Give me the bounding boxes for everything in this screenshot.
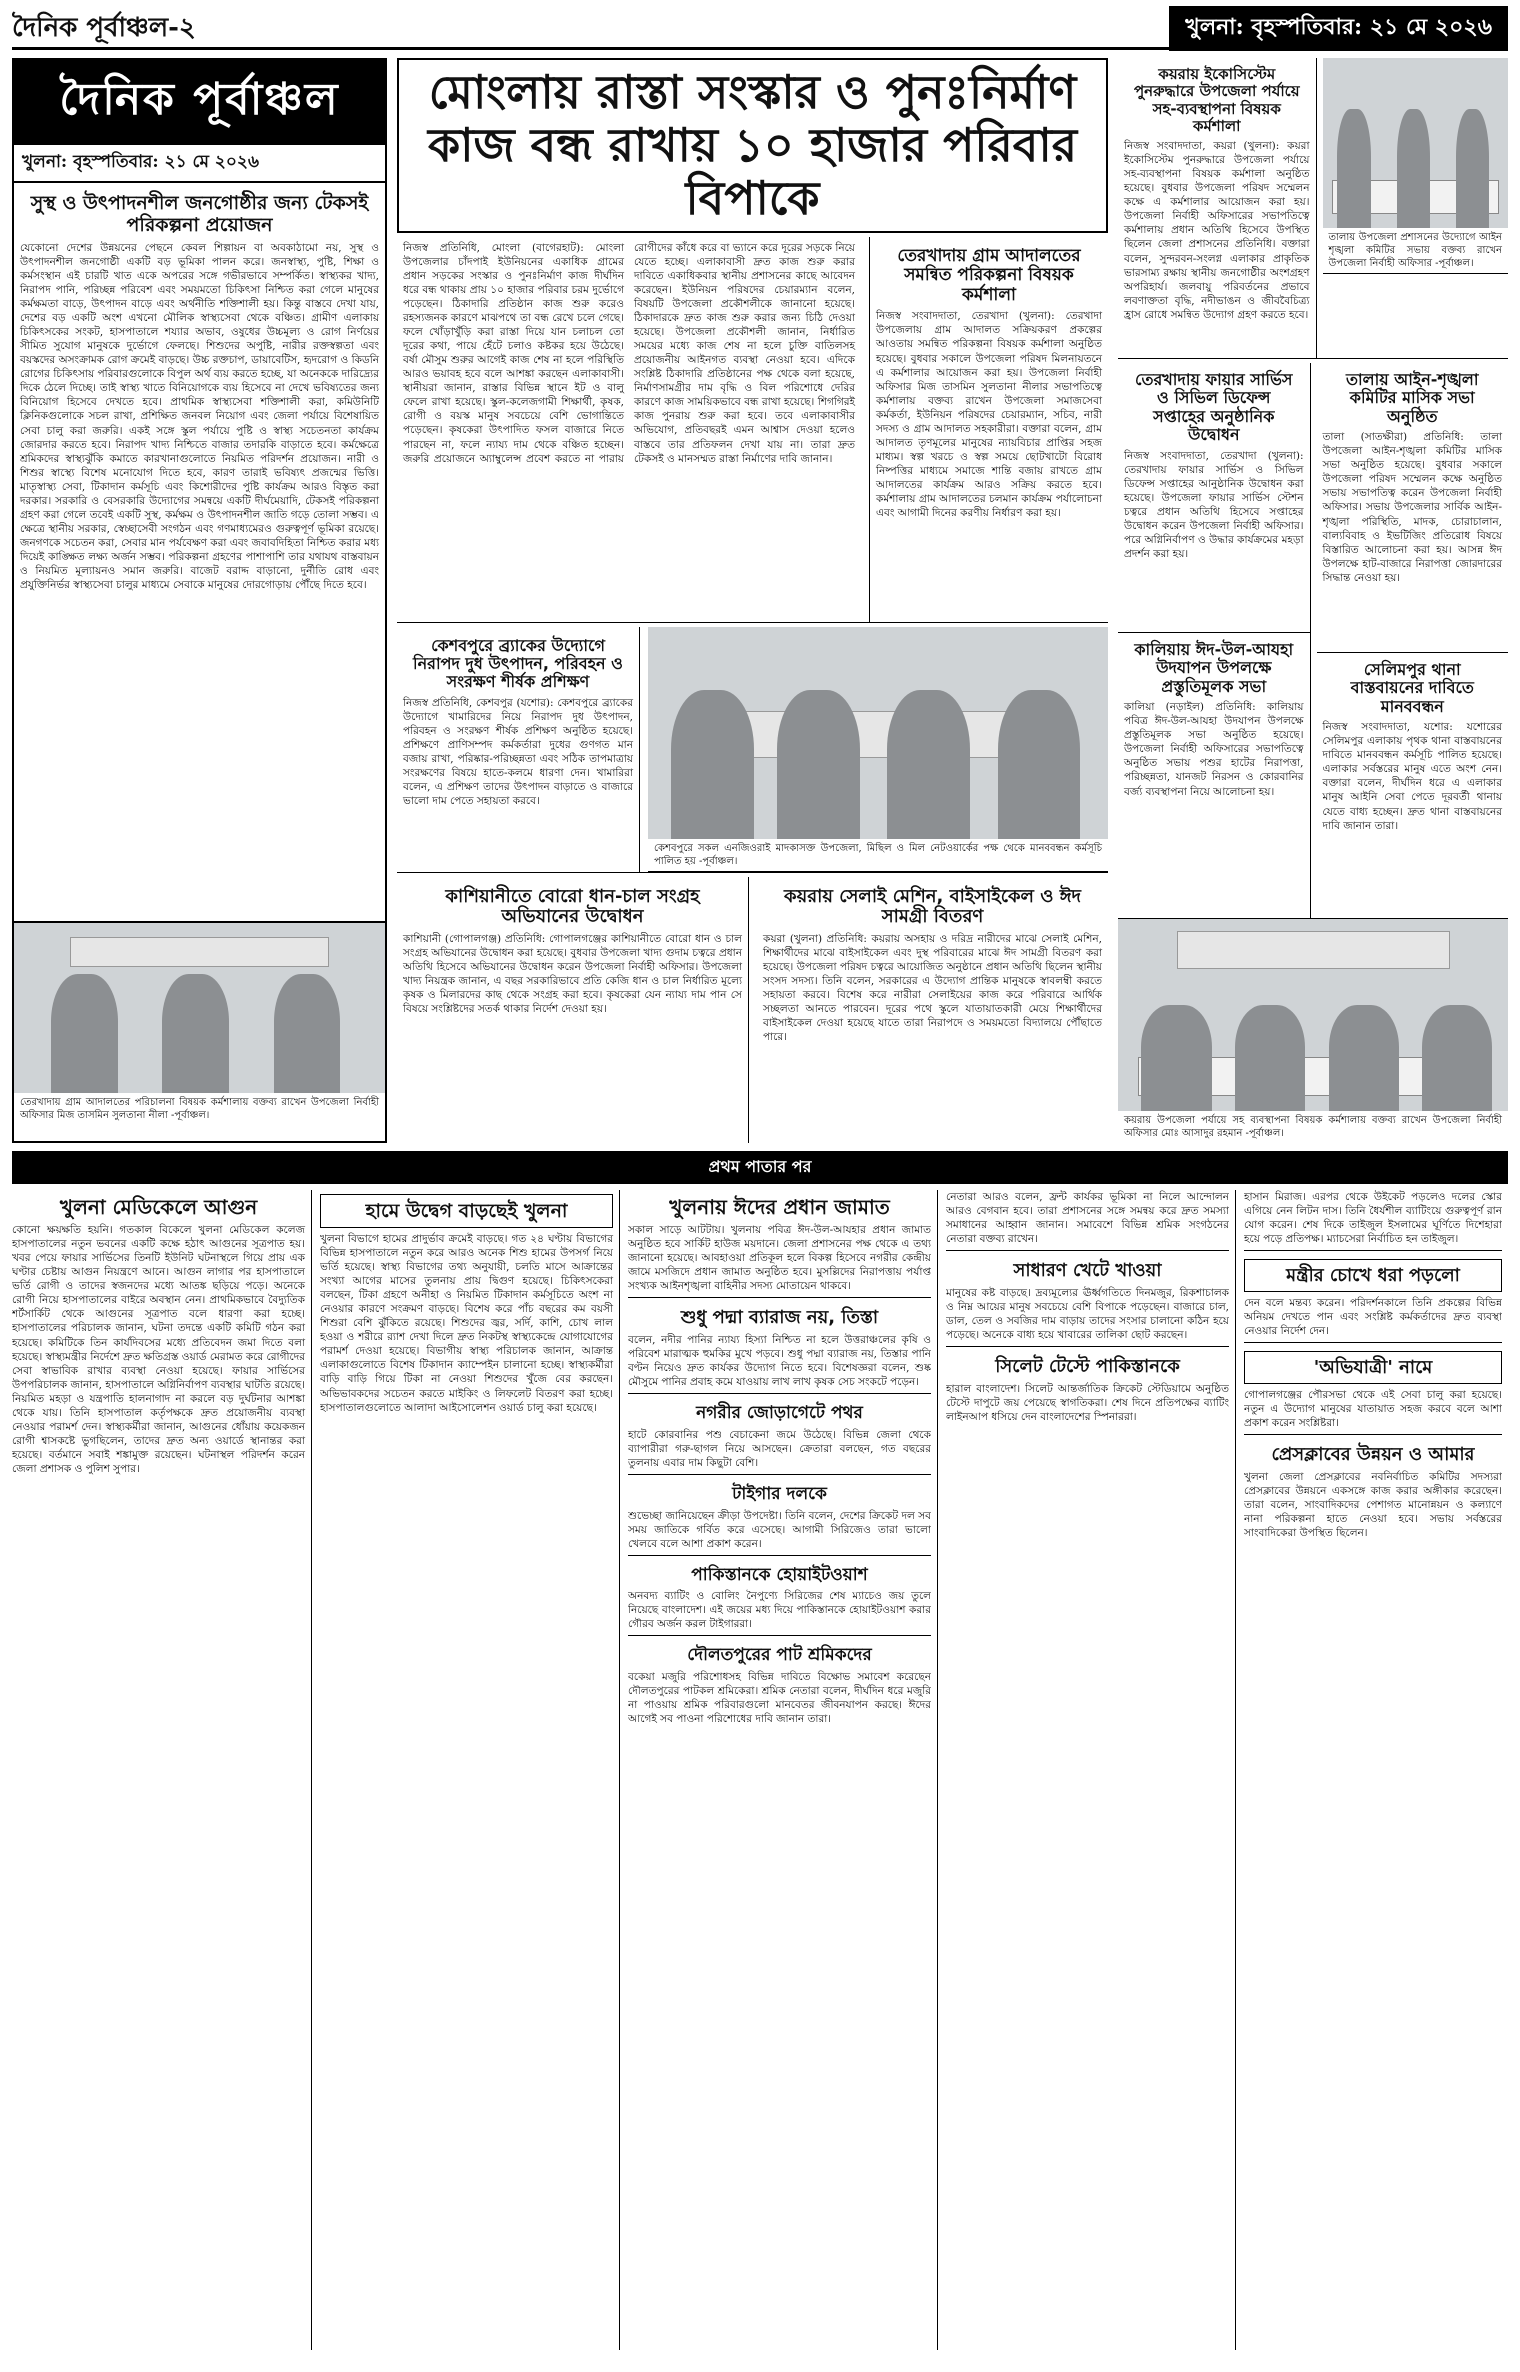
tiger-story <box>628 1479 931 1556</box>
kashiani-story <box>397 877 749 1143</box>
koyra-ecosystem-headline: কয়রায় ইকোসিস্টেম পুনরুদ্ধারে উপজেলা পর্যায়ে সহ-ব্যবস্থাপনা বিষয়ক কর্মশালা <box>1133 65 1300 135</box>
jute-headline: দৌলতপুরের পাট শ্রমিকদের <box>687 1645 872 1666</box>
jora-gate-headline: নগরীর জোড়াগেটে পথর <box>696 1403 863 1424</box>
lead-body: নিজস্ব প্রতিনিধি, মোংলা (বাগেরহাট): মোংলা উপজেলার চাঁদপাই ইউনিয়নের একাধিক গ্রামের প্রধান সড়কের সংস্কার ও পুনঃনির্মাণ কাজ দীর্ঘদিন ধরে বন্ধ থাকায় প্রায় ১০ হাজার পরিবার চরম দুর্ভোগে পড়েছেন। ঠিকাদারি প্রতিষ্ঠান কাজ শুরু করেও রহস্যজনক কারণে মাঝপথে তা বন্ধ রেখে চলে গেছে। ফলে খোঁড়াখুঁড়ি করা রাস্তা দিয়ে যান চলাচল তো দূরের কথা, পায়ে হেঁটে চলাও কষ্টকর হয়ে উঠেছে। বর্ষা মৌসুম শুরুর আগেই কাজ শেষ না হলে পরিস্থিতি আরও ভয়াবহ হবে বলে আশঙ্কা করছেন এলাকাবাসী। স্থানীয়রা জানান, রাস্তার বিভিন্ন স্থানে ইট ও বালু ফেলে রাখা হয়েছে। স্কুল-কলেজগামী শিক্ষার্থী, কৃষক, রোগী ও বয়স্ক মানুষ সবচেয়ে বেশি ভোগান্তিতে পড়েছেন। কৃষকেরা উৎপাদিত ফসল বাজারে নিতে পারছেন না, ফলে ন্যায্য দাম থেকে বঞ্চিত হচ্ছেন। জরুরি প্রয়োজনে অ্যাম্বুলেন্স প্রবেশ করতে না পারায় রোগীদের কাঁধে করে বা ভ্যানে করে দূরের সড়কে নিয়ে যেতে হচ্ছে। এলাকাবাসী দ্রুত কাজ শুরু করার দাবিতে একাধিকবার স্থানীয় প্রশাসনের কাছে আবেদন করেছেন। ইউনিয়ন পরিষদের চেয়ারম্যান বলেন, বিষয়টি উপজেলা প্রকৌশলীকে জানানো হয়েছে। ঠিকাদারকে দ্রুত কাজ শুরু করার জন্য চিঠি দেওয়া হয়েছে। উপজেলা প্রকৌশলী জানান, নির্ধারিত সময়ের মধ্যে কাজ শেষ না হলে চুক্তি বাতিলসহ প্রয়োজনীয় আইনগত ব্যবস্থা নেওয়া হবে। এদিকে সংশ্লিষ্ট ঠিকাদারি প্রতিষ্ঠানের পক্ষ থেকে বলা হয়েছে, নির্মাণসামগ্রীর দাম বৃদ্ধি ও বিল পরিশোধে দেরির কারণে কাজ সাময়িকভাবে বন্ধ রাখা হয়েছে। শিগগিরই কাজ পুনরায় শুরু করা হবে। তবে এলাকাবাসীর অভিযোগ, প্রতিবছরই এমন আশ্বাস দেওয়া হলেও বাস্তবে তার প্রতিফলন দেখা যায় না। তারা দ্রুত টেকসই ও মানসম্মত রাস্তা নির্মাণের দাবি জানান। <box>403 241 855 465</box>
jute-story <box>628 1640 931 1730</box>
kashiani-body: কাশিয়ানী (গোপালগঞ্জ) প্রতিনিধি: গোপালগঞ্জের কাশিয়ানীতে বোরো ধান ও চাল সংগ্রহ অভিযানের উদ্বোধন করা হয়েছে। বুধবার উপজেলা খাদ্য গুদাম চত্বরে প্রধান অতিথি হিসেবে অভিযানের উদ্বোধন করেন উপজেলা নির্বাহী অফিসার। উপজেলা খাদ্য নিয়ন্ত্রক জানান, এ বছর সরকারিভাবে প্রতি কেজি ধান ও চাল নির্ধারিত মূল্যে কৃষক ও মিলারদের কাছ থেকে সংগ্রহ করা হবে। কৃষকেরা যেন ন্যায্য দাম পান সে বিষয়ে সংশ্লিষ্টদের সতর্ক থাকার নির্দেশ দেওয়া হয়। <box>403 933 742 1016</box>
front-continuation <box>946 1190 1229 1251</box>
jute-body: বকেয়া মজুরি পরিশোধসহ বিভিন্ন দাবিতে বিক্ষোভ সমাবেশ করেছেন দৌলতপুরের পাটকল শ্রমিকেরা। শ্রমিক নেতারা বলেন, দীর্ঘদিন ধরে মজুরি না পাওয়ায় শ্রমিক পরিবারগুলো মানবেতর জীবনযাপন করছে। ঈদের আগেই সব পাওনা পরিশোধের দাবি জানান তারা। <box>628 1671 931 1726</box>
lead-story <box>397 237 861 622</box>
left-column <box>12 58 387 1143</box>
bottom-section <box>12 1190 1508 2350</box>
lead-photo-caption: কেশবপুরে সকল এনজিওরাই মাদকাসক্ত উপজেলা, মিছিল ও মিল নেটওয়ার্কের পক্ষ থেকে মানববন্ধন কর্মসূচি পালিত হয় -পূর্বাঞ্চল। <box>648 839 1108 872</box>
measles-headline: হামে উদ্বেগ বাড়ছেই খুলনা <box>320 1194 613 1228</box>
koyra-sewing-headline: কয়রায় সেলাই মেশিন, বাইসাইকেল ও ঈদ সামগ্রী বিতরণ <box>784 885 1081 928</box>
selimpur-story <box>1317 653 1509 918</box>
left-photo <box>14 923 385 1093</box>
terokhada-headline: তেরখাদায় গ্রাম আদালতের সমন্বিত পরিকল্পনা বিষয়ক কর্মশালা <box>897 245 1081 305</box>
tiger-body: শুভেচ্ছা জানিয়েছেন ক্রীড়া উপদেষ্টা। তিনি বলেন, দেশের ক্রিকেট দল সব সময় জাতিকে গর্বিত করে এসেছে। আগামী সিরিজেও তারা ভালো খেলবে বলে আশা প্রকাশ করেন। <box>628 1509 931 1550</box>
kashiani-headline: কাশিয়ানীতে বোরো ধান-চাল সংগ্রহ অভিযানের উদ্বোধন <box>445 885 700 928</box>
selimpur-body: নিজস্ব সংবাদদাতা, যশোর: যশোরের সেলিমপুর এলাকায় পৃথক থানা বাস্তবায়নের দাবিতে মানববন্ধন কর্মসূচি পালিত হয়েছে। এলাকার সর্বস্তরের মানুষ এতে অংশ নেন। বক্তারা বলেন, দীর্ঘদিন ধরে এ এলাকার মানুষ আইনি সেবা পেতে দূরবর্তী থানায় যেতে বাধ্য হচ্ছেন। দ্রুত থানা বাস্তবায়নের দাবি জানান তারা। <box>1322 721 1502 832</box>
kalia-headline: কালিয়ায় ঈদ-উল-আযহা উদযাপন উপলক্ষে প্রস্তুতিমূলক সভা <box>1134 640 1294 696</box>
whitewash-body: অনবদ্য ব্যাটিং ও বোলিং নৈপুণ্যে সিরিজের শেষ ম্যাচেও জয় তুলে নিয়েছে বাংলাদেশ। এই জয়ের মধ্য দিয়ে পাকিস্তানকে হোয়াইটওয়াশ করার গৌরব অর্জন করল টাইগাররা। <box>628 1590 931 1631</box>
bottom-col-5 <box>1244 1190 1508 2350</box>
miraz-body: হাসান মিরাজ। এরপর থেকে উইকেট পড়লেও দলের স্কোর এগিয়ে নেন লিটন দাস। তিনি ধৈর্যশীল ব্যাটিংয়ে গুরুত্বপূর্ণ রান যোগ করেন। শেষ দিকে তাইজুল ইসলামের ঘূর্ণিতে দিশেহারা হয়ে পড়ে প্রতিপক্ষ। ম্যাচসেরা নির্বাচিত হন তাইজুল। <box>1244 1191 1502 1246</box>
lead-photo <box>648 627 1108 839</box>
whitewash-story <box>628 1560 931 1637</box>
selimpur-headline: সেলিমপুর থানা বাস্তবায়নের দাবিতে মানববন্ধন <box>1350 660 1474 716</box>
pressclub-story <box>1244 1439 1502 1544</box>
right-column <box>1118 58 1508 1143</box>
tiger-headline: টাইগার দলকে <box>732 1483 827 1504</box>
workers-body: মানুষের কষ্ট বাড়ছে। দ্রব্যমূল্যের ঊর্ধ্বগতিতে দিনমজুর, রিকশাচালক ও নিম্ন আয়ের মানুষ সবচেয়ে বেশি বিপাকে পড়েছেন। বাজারে চাল, ডাল, তেল ও সবজির দাম বাড়ায় তাদের সংসার চালানো কঠিন হয়ে পড়েছে। অনেকে বাধ্য হয়ে খাবারের তালিকা ছোট করছেন। <box>946 1286 1229 1342</box>
eid-jamat-headline: খুলনায় ঈদের প্রধান জামাত <box>669 1195 890 1219</box>
minister-story <box>1244 1255 1502 1343</box>
minister-body: দেন বলে মন্তব্য করেন। পরিদর্শনকালে তিনি প্রকল্পের বিভিন্ন অনিয়ম দেখতে পান এবং সংশ্লিষ্ট কর্মকর্তাদের দ্রুত ব্যবস্থা নেওয়ার নির্দেশ দেন। <box>1244 1296 1502 1338</box>
eid-jamat-story <box>628 1190 931 1298</box>
bottom-col-2 <box>320 1190 620 2350</box>
tala-law-headline: তালায় আইন-শৃঙ্খলা কমিটির মাসিক সভা অনুষ্ঠিত <box>1346 370 1479 426</box>
editorial-body: যেকোনো দেশের উন্নয়নের পেছনে কেবল শিল্পায়ন বা অবকাঠামো নয়, সুস্থ ও উৎপাদনশীল জনগোষ্ঠী একটি বড় ভূমিকা পালন করে। জনস্বাস্থ্য, পুষ্টি, শিক্ষা ও কর্মসংস্থান এই চারটি খাত একে অপরের সঙ্গে গভীরভাবে সম্পর্কিত। স্বাস্থ্যকর খাদ্য, নিরাপদ পানি, পরিচ্ছন্ন পরিবেশ এবং সময়মতো চিকিৎসা নিশ্চিত করা গেলে মানুষের কর্মক্ষমতা বাড়ে, উৎপাদন বাড়ে এবং অর্থনীতি শক্তিশালী হয়। কিন্তু বাস্তবে দেখা যায়, দেশের বড় একটি অংশ এখনো মৌলিক স্বাস্থ্যসেবা থেকে বঞ্চিত। গ্রামীণ এলাকায় চিকিৎসকের সংকট, হাসপাতালে শয্যার অভাব, ওষুধের উচ্চমূল্য ও রোগ নির্ণয়ের সীমিত সুযোগ মানুষকে দুর্ভোগে ফেলছে। শিশুদের অপুষ্টি, নারীর রক্তস্বল্পতা এবং বয়স্কদের অসংক্রামক রোগ ক্রমেই বাড়ছে। উচ্চ রক্তচাপ, ডায়াবেটিস, হৃদরোগ ও কিডনি রোগের চিকিৎসায় পরিবারগুলোকে বিপুল অর্থ ব্যয় করতে হচ্ছে, যা অনেককে দারিদ্র্যের দিকে ঠেলে দিচ্ছে। তাই স্বাস্থ্য খাতে বিনিয়োগকে ব্যয় হিসেবে না দেখে ভবিষ্যতের জন্য বিনিয়োগ হিসেবে দেখতে হবে। প্রাথমিক স্বাস্থ্যসেবা শক্তিশালী করা, কমিউনিটি ক্লিনিকগুলোকে সচল রাখা, প্রশিক্ষিত জনবল নিয়োগ এবং জেলা পর্যায়ে বিশেষায়িত সেবা চালু করা জরুরি। একই সঙ্গে স্কুল পর্যায়ে পুষ্টি ও স্বাস্থ্য সচেতনতা কার্যক্রম জোরদার করতে হবে। নিরাপদ খাদ্য নিশ্চিতে বাজার তদারকি বাড়াতে হবে। কর্মক্ষেত্রে শ্রমিকদের স্বাস্থ্যঝুঁকি কমাতে কারখানাগুলোতে নিয়মিত পরিদর্শন প্রয়োজন। নারী ও শিশুর স্বাস্থ্যে বিশেষ মনোযোগ দিতে হবে, কারণ তারাই ভবিষ্যৎ প্রজন্মের ভিত্তি। মাতৃস্বাস্থ্য সেবা, টিকাদান কর্মসূচি এবং কিশোরীদের পুষ্টি কার্যক্রম আরও বিস্তৃত করা দরকার। সরকারি ও বেসরকারি উদ্যোগের সমন্বয়ে একটি দীর্ঘমেয়াদি, টেকসই পরিকল্পনা গ্রহণ করা গেলে তবেই একটি সুস্থ, কর্মক্ষম ও উৎপাদনশীল জাতি গড়ে তোলা সম্ভব। এ ক্ষেত্রে স্থানীয় সরকার, স্বেচ্ছাসেবী সংগঠন এবং গণমাধ্যমেরও গুরুত্বপূর্ণ ভূমিকা রয়েছে। জনগণকে সচেতন করা, সেবার মান পর্যবেক্ষণ করা এবং জবাবদিহিতা নিশ্চিত করার মধ্য দিয়েই কাঙ্ক্ষিত লক্ষ্য অর্জন সম্ভব। পরিকল্পনা গ্রহণের পাশাপাশি তার যথাযথ বাস্তবায়ন ও নিয়মিত মূল্যায়নও সমান জরুরি। বাজেট বরাদ্দ বাড়ানো, দুর্নীতি রোধ এবং প্রযুক্তিনির্ভর স্বাস্থ্যসেবা চালুর মাধ্যমে সেবাকে মানুষের দোরগোড়ায় পৌঁছে দিতে হবে। <box>20 241 379 592</box>
koyra-photo-block <box>1118 918 1508 1143</box>
measles-body: খুলনা বিভাগে হামের প্রাদুর্ভাব ক্রমেই বাড়ছে। গত ২৪ ঘণ্টায় বিভাগের বিভিন্ন হাসপাতালে নতুন করে আরও অনেক শিশু হামের উপসর্গ নিয়ে ভর্তি হয়েছে। স্বাস্থ্য বিভাগের তথ্য অনুযায়ী, চলতি মাসে আক্রান্তের সংখ্যা আগের মাসের তুলনায় প্রায় দ্বিগুণ হয়েছে। চিকিৎসকেরা বলছেন, টিকা গ্রহণে অনীহা ও নিয়মিত টিকাদান কর্মসূচিতে অংশ না নেওয়ার কারণে সংক্রমণ বাড়ছে। বিশেষ করে পাঁচ বছরের কম বয়সী শিশুরা বেশি ঝুঁকিতে রয়েছে। শিশুদের জ্বর, সর্দি, কাশি, চোখ লাল হওয়া ও শরীরে র‍্যাশ দেখা দিলে দ্রুত নিকটস্থ স্বাস্থ্যকেন্দ্রে যোগাযোগের পরামর্শ দেওয়া হয়েছে। বিভাগীয় স্বাস্থ্য পরিচালক জানান, আক্রান্ত এলাকাগুলোতে বিশেষ টিকাদান ক্যাম্পেইন চালানো হচ্ছে। স্বাস্থ্যকর্মীরা বাড়ি বাড়ি গিয়ে টিকা না নেওয়া শিশুদের খুঁজে বের করছেন। অভিভাবকদের সচেতন করতে মাইকিং ও লিফলেট বিতরণ করা হচ্ছে। হাসপাতালগুলোতে আলাদা আইসোলেশন ওয়ার্ড চালু করা হয়েছে। <box>320 1232 613 1414</box>
top-section <box>12 58 1508 1143</box>
koyra-sewing-story <box>757 877 1108 1143</box>
whitewash-headline: পাকিস্তানকে হোয়াইটওয়াশ <box>691 1564 868 1585</box>
terokhada-fire-story <box>1118 363 1310 633</box>
sylhet-test-body: হারাল বাংলাদেশ। সিলেট আন্তর্জাতিক ক্রিকেট স্টেডিয়ামে অনুষ্ঠিত টেস্টে দাপুটে জয় পেয়েছে স্বাগতিকরা। শেষ দিনে প্রতিপক্ষের ব্যাটিং লাইনআপ ধসিয়ে দেন বাংলাদেশের স্পিনাররা। <box>946 1382 1229 1423</box>
teesta-story <box>628 1302 931 1394</box>
khulna-medical-body: কোনো ক্ষয়ক্ষতি হয়নি। গতকাল বিকেলে খুলনা মেডিকেল কলেজ হাসপাতালের নতুন ভবনের একটি কক্ষে হঠাৎ আগুনের সূত্রপাত হয়। খবর পেয়ে ফায়ার সার্ভিসের তিনটি ইউনিট ঘটনাস্থলে গিয়ে প্রায় এক ঘণ্টার চেষ্টায় আগুন নিয়ন্ত্রণে আনে। আগুন লাগার পর হাসপাতালে ভর্তি রোগী ও তাদের স্বজনদের মধ্যে আতঙ্ক ছড়িয়ে পড়ে। অনেকে রোগী নিয়ে হাসপাতালের বাইরে অবস্থান নেন। প্রাথমিকভাবে বৈদ্যুতিক শর্টসার্কিট থেকে আগুনের সূত্রপাত বলে ধারণা করা হচ্ছে। হাসপাতালের পরিচালক জানান, ঘটনা তদন্তে একটি কমিটি গঠন করা হয়েছে। কমিটিকে তিন কার্যদিবসের মধ্যে প্রতিবেদন জমা দিতে বলা হয়েছে। স্বাস্থ্যমন্ত্রীর নির্দেশে দ্রুত ক্ষতিগ্রস্ত ওয়ার্ড মেরামত করে রোগীদের সেবা স্বাভাবিক রাখার ব্যবস্থা নেওয়া হয়েছে। ফায়ার সার্ভিসের উপপরিচালক জানান, হাসপাতালে অগ্নিনির্বাপণ ব্যবস্থার ঘাটতি রয়েছে। নিয়মিত মহড়া ও যন্ত্রপাতি হালনাগাদ না করলে বড় দুর্ঘটনার আশঙ্কা থেকে যায়। তিনি হাসপাতাল কর্তৃপক্ষকে দ্রুত প্রয়োজনীয় ব্যবস্থা নেওয়ার পরামর্শ দেন। স্বাস্থ্যকর্মীরা জানান, আগুনের ধোঁয়ায় কয়েকজন রোগী শ্বাসকষ্টে ভুগছিলেন, তাদের দ্রুত অন্য ওয়ার্ডে স্থানান্তর করা হয়েছে। বর্তমানে সবাই শঙ্কামুক্ত রয়েছেন। ঘটনাস্থল পরিদর্শন করেন জেলা প্রশাসক ও পুলিশ সুপার। <box>12 1224 305 1476</box>
jora-gate-story <box>628 1398 931 1475</box>
date-label: খুলনা: বৃহস্পতিবার: ২১ মে ২০২৬ <box>1169 6 1508 51</box>
bottom-col-4 <box>946 1190 1236 2350</box>
minister-headline: মন্ত্রীর চোখে ধরা পড়লো <box>1244 1259 1502 1292</box>
khulna-medical-headline: খুলনা মেডিকেলে আগুন <box>59 1195 258 1219</box>
bottom-col-1 <box>12 1190 312 2350</box>
terokhada-fire-body: নিজস্ব সংবাদদাতা, তেরখাদা (খুলনা): তেরখাদায় ফায়ার সার্ভিস ও সিভিল ডিফেন্স সপ্তাহের আনুষ্ঠানিক উদ্বোধন করা হয়েছে। উপজেলা ফায়ার সার্ভিস স্টেশন চত্বরে প্রধান অতিথি হিসেবে সপ্তাহের উদ্বোধন করেন উপজেলা নির্বাহী অফিসার। পরে অগ্নিনির্বাপণ ও উদ্ধার কার্যক্রমের মহড়া প্রদর্শন করা হয়। <box>1124 449 1304 560</box>
continuation-band: প্রথম পাতার পর <box>12 1151 1508 1184</box>
tala-law-story <box>1317 363 1509 653</box>
jora-gate-body: হাটে কোরবানির পশু বেচাকেনা জমে উঠেছে। বিভিন্ন জেলা থেকে ব্যাপারীরা গরু-ছাগল নিয়ে আসছেন। ক্রেতারা বলছেন, গত বছরের তুলনায় এবার দাম কিছুটা বেশি। <box>628 1428 931 1469</box>
terokhada-fire-headline: তেরখাদায় ফায়ার সার্ভিস ও সিভিল ডিফেন্স সপ্তাহের অনুষ্ঠানিক উদ্বোধন <box>1134 370 1293 445</box>
kesabpur-story <box>397 627 640 872</box>
lead-photo-block <box>648 627 1108 872</box>
masthead-logo: দৈনিক পূর্বাঞ্চল <box>14 60 385 145</box>
top-bar <box>12 10 1508 50</box>
lead-headline: মোংলায় রাস্তা সংস্কার ও পুনঃনির্মাণ কাজ বন্ধ রাখায় ১০ হাজার পরিবার বিপাকে <box>397 58 1108 233</box>
abhijatri-story <box>1244 1347 1502 1435</box>
tala-photo-block <box>1323 58 1509 358</box>
kalia-body: কালিয়া (নড়াইল) প্রতিনিধি: কালিয়ায় পবিত্র ঈদ-উল-আযহা উদযাপন উপলক্ষে প্রস্তুতিমূলক সভা অনুষ্ঠিত হয়েছে। উপজেলা নির্বাহী অফিসারের সভাপতিত্বে অনুষ্ঠিত সভায় পশুর হাটের নিরাপত্তা, পরিচ্ছন্নতা, যানজট নিরসন ও কোরবানির বর্জ্য ব্যবস্থাপনা নিয়ে আলোচনা হয়। <box>1124 701 1304 798</box>
miraz-continuation <box>1244 1190 1502 1251</box>
tala-law-body: তালা (সাতক্ষীরা) প্রতিনিধি: তালা উপজেলা আইন-শৃঙ্খলা কমিটির মাসিক সভা অনুষ্ঠিত হয়েছে। বুধবার সকালে উপজেলা পরিষদ সম্মেলন কক্ষে অনুষ্ঠিত সভায় সভাপতিত্ব করেন উপজেলা নির্বাহী অফিসার। সভায় উপজেলার সার্বিক আইন-শৃঙ্খলা পরিস্থিতি, মাদক, চোরাচালান, বাল্যবিবাহ ও ইভটিজিং প্রতিরোধ বিষয়ে বিস্তারিত আলোচনা করা হয়। আসন্ন ঈদ উপলক্ষে হাট-বাজারে নিরাপত্তা জোরদারের সিদ্ধান্ত নেওয়া হয়। <box>1322 431 1502 584</box>
koyra-photo <box>1118 919 1508 1111</box>
middle-column <box>397 58 1108 1143</box>
koyra-ecosystem-story <box>1118 58 1317 358</box>
editorial-headline: সুস্থ ও উৎপাদনশীল জনগোষ্ঠীর জন্য টেকসই পরিকল্পনা প্রয়োজন <box>30 192 369 236</box>
tala-photo-caption: তালায় উপজেলা প্রশাসনের উদ্যোগে আইন শৃঙ্খলা কমিটির সভায় বক্তব্য রাখেন উপজেলা নির্বাহী অফিসার -পূর্বাঞ্চল। <box>1323 228 1509 274</box>
kesabpur-body: নিজস্ব প্রতিনিধি, কেশবপুর (যশোর): কেশবপুরে ব্র্যাকের উদ্যোগে খামারিদের নিয়ে নিরাপদ দুধ উৎপাদন, পরিবহন ও সংরক্ষণ শীর্ষক প্রশিক্ষণ অনুষ্ঠিত হয়েছে। প্রশিক্ষণে প্রাণিসম্পদ কর্মকর্তারা দুধের গুণগত মান বজায় রাখা, পরিষ্কার-পরিচ্ছন্নতা এবং সঠিক তাপমাত্রায় সংরক্ষণের বিষয়ে হাতে-কলমে ধারণা দেন। খামারিরা বলেন, এ প্রশিক্ষণ তাদের উৎপাদন বাড়াতে ও বাজারে ভালো দাম পেতে সহায়তা করবে। <box>403 696 633 808</box>
eid-jamat-body: সকাল সাড়ে আটটায়। খুলনায় পবিত্র ঈদ-উল-আযহার প্রধান জামাত অনুষ্ঠিত হবে সার্কিট হাউজ ময়দানে। জেলা প্রশাসনের পক্ষ থেকে এ তথ্য জানানো হয়েছে। আবহাওয়া প্রতিকূল হলে বিকল্প হিসেবে নগরীর কেন্দ্রীয় জামে মসজিদে প্রধান জামাত অনুষ্ঠিত হবে। মুসল্লিদের নিরাপত্তায় পর্যাপ্ত সংখ্যক আইনশৃঙ্খলা বাহিনীর সদস্য মোতায়েন থাকবে। <box>628 1224 931 1293</box>
masthead-dateline: খুলনা: বৃহস্পতিবার: ২১ মে ২০২৬ <box>14 145 385 183</box>
workers-headline: সাধারণ খেটে খাওয়া <box>1013 1260 1162 1282</box>
abhijatri-body: গোপালগঞ্জের পৌরসভা থেকে এই সেবা চালু করা হয়েছে। নতুন এ উদ্যোগ মানুষের যাতায়াত সহজ করবে বলে আশা প্রকাশ করেন সংশ্লিষ্টরা। <box>1244 1388 1502 1429</box>
kalia-story <box>1118 633 1310 918</box>
workers-story <box>946 1255 1229 1347</box>
teesta-headline: শুধু পদ্মা ব্যারাজ নয়, তিস্তা <box>680 1307 879 1329</box>
terokhada-story <box>869 237 1108 622</box>
page-label: দৈনিক পূর্বাঞ্চল-২ <box>12 12 196 43</box>
teesta-body: বলেন, নদীর পানির ন্যায্য হিস্যা নিশ্চিত না হলে উত্তরাঞ্চলের কৃষি ও পরিবেশ মারাত্মক হুমকির মুখে পড়বে। শুধু পদ্মা ব্যারাজ নয়, তিস্তার পানি বণ্টন নিয়েও দ্রুত কার্যকর উদ্যোগ নিতে হবে। বিশেষজ্ঞরা বলেন, শুষ্ক মৌসুমে পানির প্রবাহ কমে যাওয়ায় লাখ লাখ কৃষক সেচ সংকটে পড়েন। <box>628 1334 931 1389</box>
pressclub-body: খুলনা জেলা প্রেসক্লাবের নবনির্বাচিত কমিটির সদস্যরা প্রেসক্লাবের উন্নয়নে একসঙ্গে কাজ করার অঙ্গীকার করেছেন। তারা বলেন, সাংবাদিকদের পেশাগত মানোন্নয়ন ও কল্যাণে নানা পরিকল্পনা হাতে নেওয়া হবে। সভায় সর্বস্তরের সাংবাদিকেরা উপস্থিত ছিলেন। <box>1244 1470 1502 1539</box>
terokhada-body: নিজস্ব সংবাদদাতা, তেরখাদা (খুলনা): তেরখাদা উপজেলায় গ্রাম আদালত সক্রিয়করণ প্রকল্পের আওতায় সমন্বিত পরিকল্পনা বিষয়ক কর্মশালা অনুষ্ঠিত হয়েছে। বুধবার সকালে উপজেলা পরিষদ মিলনায়তনে এ কর্মশালার আয়োজন করা হয়। উপজেলা নির্বাহী অফিসার মিজ তাসমিন সুলতানা নীলার সভাপতিত্বে কর্মশালায় বক্তব্য রাখেন উপজেলা সমাজসেবা কর্মকর্তা, ইউনিয়ন পরিষদের চেয়ারম্যান, সচিব, নারী সদস্য ও গ্রাম আদালত সহকারীরা। বক্তারা বলেন, গ্রাম আদালত তৃণমূলের মানুষের ন্যায়বিচার প্রাপ্তির সহজ মাধ্যম। স্বল্প খরচে ও স্বল্প সময়ে ছোটখাটো বিরোধ নিষ্পত্তির মাধ্যমে সমাজে শান্তি বজায় রাখতে গ্রাম আদালতের কার্যক্রম আরও সক্রিয় করতে হবে। কর্মশালায় গ্রাম আদালতের চলমান কার্যক্রম পর্যালোচনা এবং আগামী দিনের করণীয় নির্ধারণ করা হয়। <box>876 310 1102 520</box>
sylhet-test-headline: সিলেট টেস্টে পাকিস্তানকে <box>995 1356 1180 1378</box>
editorial-story <box>14 183 385 923</box>
pressclub-headline: প্রেসক্লাবের উন্নয়ন ও আমার <box>1271 1444 1475 1465</box>
abhijatri-headline: 'অভিযাত্রী' নামে <box>1244 1351 1502 1384</box>
front-continuation-body: নেতারা আরও বলেন, ফ্রন্ট কার্যকর ভূমিকা না নিলে আন্দোলন আরও বেগবান হবে। তারা প্রশাসনের সঙ্গে সমন্বয় করে দ্রুত সমস্যা সমাধানের আহ্বান জানান। সমাবেশে বিভিন্ন শ্রমিক সংগঠনের নেতারা বক্তব্য রাখেন। <box>946 1191 1229 1246</box>
koyra-ecosystem-body: নিজস্ব সংবাদদাতা, কয়রা (খুলনা): কয়রা ইকোসিস্টেম পুনরুদ্ধারে উপজেলা পর্যায়ে সহ-ব্যবস্থাপনা বিষয়ক কর্মশালা অনুষ্ঠিত হয়েছে। বুধবার উপজেলা পরিষদ সম্মেলন কক্ষে এ কর্মশালার আয়োজন করা হয়। উপজেলা নির্বাহী অফিসারের সভাপতিত্বে কর্মশালায় প্রধান অতিথি হিসেবে উপস্থিত ছিলেন জেলা প্রশাসনের প্রতিনিধি। বক্তারা বলেন, সুন্দরবন-সংলগ্ন এলাকার প্রাকৃতিক ভারসাম্য রক্ষায় স্থানীয় জনগোষ্ঠীর অংশগ্রহণ অপরিহার্য। জলবায়ু পরিবর্তনের প্রভাবে লবণাক্ততা বৃদ্ধি, নদীভাঙন ও জীববৈচিত্র্য হ্রাস রোধে সমন্বিত উদ্যোগ গ্রহণ করতে হবে। <box>1124 140 1310 321</box>
tala-photo <box>1323 58 1509 228</box>
sylhet-test-story <box>946 1351 1229 1428</box>
left-photo-caption: তেরখাদায় গ্রাম আদালতের পরিচালনা বিষয়ক কর্মশালায় বক্তব্য রাখেন উপজেলা নির্বাহী অফিসার মিজ তাসমিন সুলতানা নীলা -পূর্বাঞ্চল। <box>20 1097 379 1121</box>
koyra-photo-caption: কয়রায় উপজেলা পর্যায়ে সহ ব্যবস্থাপনা বিষয়ক কর্মশালায় বক্তব্য রাখেন উপজেলা নির্বাহী অফিসার মোঃ আসাদুর রহমান -পূর্বাঞ্চল। <box>1124 1115 1502 1139</box>
bottom-col-3 <box>628 1190 938 2350</box>
koyra-sewing-body: কয়রা (খুলনা) প্রতিনিধি: কয়রায় অসহায় ও দরিদ্র নারীদের মাঝে সেলাই মেশিন, শিক্ষার্থীদের মাঝে বাইসাইকেল এবং দুস্থ পরিবারের মাঝে ঈদ সামগ্রী বিতরণ করা হয়েছে। উপজেলা পরিষদ চত্বরে আয়োজিত অনুষ্ঠানে প্রধান অতিথি ছিলেন স্থানীয় সংসদ সদস্য। তিনি বলেন, সরকারের এ উদ্যোগ প্রান্তিক মানুষকে স্বাবলম্বী করতে সহায়তা করবে। বিশেষ করে নারীরা সেলাইয়ের কাজ করে পরিবারে আর্থিক সচ্ছলতা আনতে পারবেন। দূরের পথে স্কুলে যাতায়াতকারী মেয়ে শিক্ষার্থীদের বাইসাইকেল দেওয়া হয়েছে যাতে তারা নিরাপদে ও সময়মতো বিদ্যালয়ে পৌঁছাতে পারে। <box>763 933 1102 1044</box>
kesabpur-headline: কেশবপুরে ব্র্যাকের উদ্যোগে নিরাপদ দুধ উৎপাদন, পরিবহন ও সংরক্ষণ শীর্ষক প্রশিক্ষণ <box>413 635 623 692</box>
